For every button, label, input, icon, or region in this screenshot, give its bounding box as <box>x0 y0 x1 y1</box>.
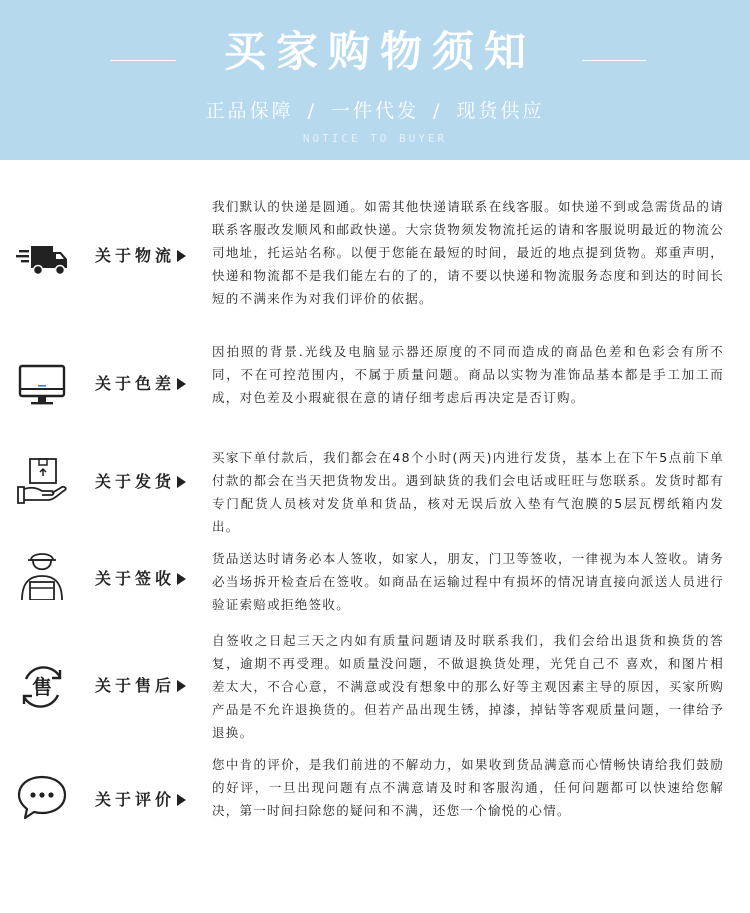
after-sale-icon-char: 售 <box>32 675 52 699</box>
arrow-right-icon <box>177 794 186 806</box>
section-label-receipt <box>95 566 205 592</box>
section-text-after-sales: 自签收之日起三天之内如有质量问题请及时联系我们，我们会给出退货和换货的答复，逾期不再受理。如质量没问题，不做退换货处理，光凭自己不 喜欢，和图片相差太大，不合心意，不满意或没有想象中的那么好等主观因素主导的原因，买家所购产品是不允许退换货的。但若产品出现生锈，掉漆，掉钻等客观质量问题，一律给予退换。 <box>212 633 724 740</box>
section-label-text: 关于售后 <box>95 676 176 695</box>
subtitle-separator: / <box>433 100 443 122</box>
chat-bubble-icon <box>16 771 68 823</box>
section-label-after-sales <box>95 673 205 699</box>
section-label-color-difference <box>95 371 205 397</box>
page-title: 买家购物须知 <box>223 27 536 76</box>
after-sale-icon <box>16 661 68 713</box>
subtitle-separator: / <box>307 100 317 122</box>
subtitle <box>0 98 750 124</box>
section-text-logistics: 我们默认的快递是圆通。如需其他快递请联系在线客服。如快递不到或急需货品的请联系客服改发顺风和邮政快递。大宗货物须发物流托运的请和客服说明最近的物流公司地址，托运站名称。以便于您能在最短的时间，最近的地点提到货物。郑重声明，快递和物流都不是我们能左右的了的，请不要以快递和物流服务态度和到达的时间长短的不满来作为对我们评价的依据。 <box>212 199 724 306</box>
arrow-right-icon <box>177 573 186 585</box>
section-label-text: 关于签收 <box>95 569 176 588</box>
title-divider-right <box>582 60 646 61</box>
package-hand-icon <box>16 455 68 507</box>
section-text-receipt: 货品送达时请务必本人签收，如家人，朋友，门卫等签收，一律视为本人签收。请务必当场拆开检查后在签收。如商品在运输过程中有损坏的情况请直接向派送人员进行验证索赔或拒绝签收。 <box>212 551 724 612</box>
section-label-shipping <box>95 469 205 495</box>
header-banner <box>0 0 750 160</box>
section-label-text: 关于发货 <box>95 472 176 491</box>
section-label-reviews <box>95 787 205 813</box>
subtitle-item-dropship: 一件代发 <box>330 100 419 122</box>
delivery-truck-icon <box>16 232 68 284</box>
subtitle-item-genuine: 正品保障 <box>205 100 294 122</box>
title-row <box>0 22 750 82</box>
title-divider-left <box>110 60 176 61</box>
section-text-color-difference: 因拍照的背景.光线及电脑显示器还原度的不同而造成的商品色差和色彩会有所不同，不在可控范围内，不属于质量问题。商品以实物为准饰品基本都是手工加工而成，对色差及小瑕疵很在意的请仔细考虑后再决定是否订购。 <box>212 344 724 405</box>
subtitle-item-in-stock: 现货供应 <box>456 100 545 122</box>
section-label-text: 关于色差 <box>95 374 176 393</box>
section-text-shipping: 买家下单付款后，我们都会在48个小时(两天)内进行发货，基本上在下午5点前下单付款的都会在当天把货物发出。遇到缺货的我们会电话或旺旺与您联系。发货时都有专门配货人员核对发货单和货品，核对无误后放入垫有气泡膜的5层瓦楞纸箱内发出。 <box>212 450 724 534</box>
monitor-icon <box>16 358 68 410</box>
courier-person-icon <box>16 548 68 600</box>
arrow-right-icon <box>177 378 186 390</box>
section-label-text: 关于物流 <box>95 246 176 265</box>
arrow-right-icon <box>177 476 186 488</box>
section-text-reviews: 您中肯的评价，是我们前进的不解动力，如果收到货品满意而心情畅快请给我们鼓励的好评，一旦出现问题有点不满意请及时和客服沟通，任何问题都可以快速给您解决，第一时间扫除您的疑问和不满，还您一个愉悦的心情。 <box>212 757 724 818</box>
section-label-text: 关于评价 <box>95 790 176 809</box>
section-label-logistics <box>95 243 205 269</box>
notice-to-buyer: NOTICE TO BUYER <box>302 132 448 145</box>
arrow-right-icon <box>177 250 186 262</box>
arrow-right-icon <box>177 680 186 692</box>
